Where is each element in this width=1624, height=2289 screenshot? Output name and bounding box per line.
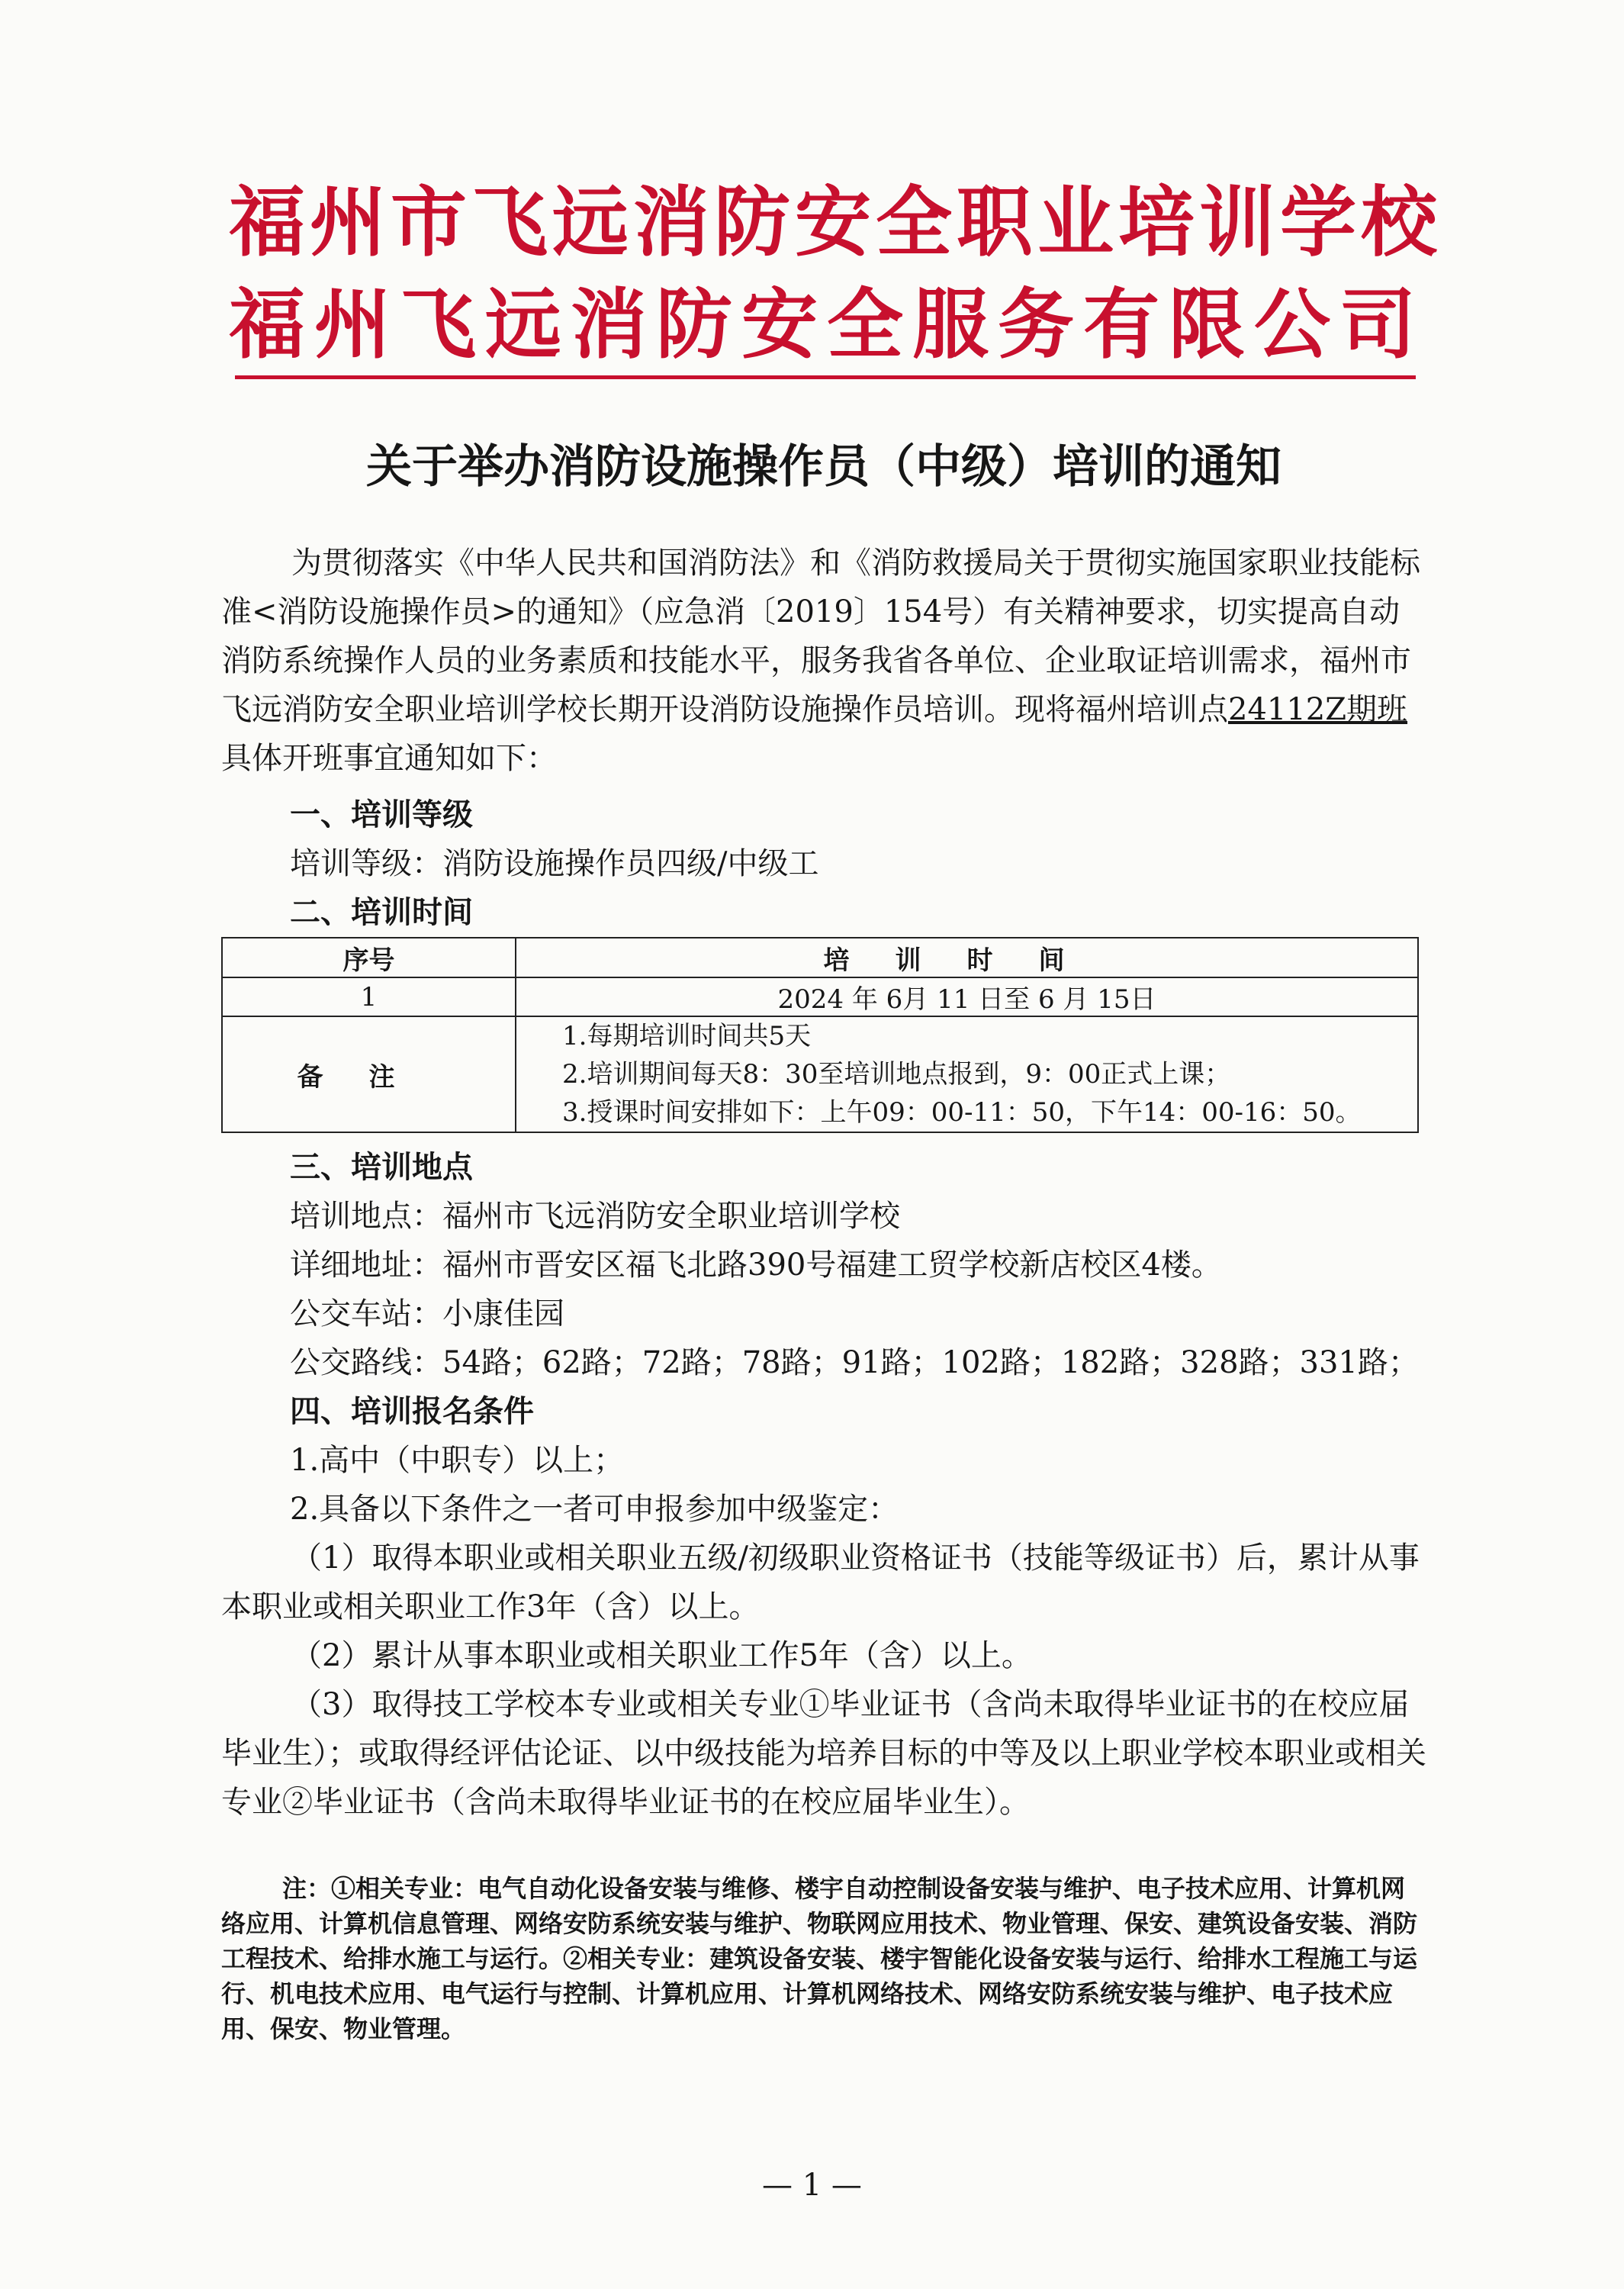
location-bus-routes: 公交路线：54路；62路；72路；78路；91路；102路；182路；328路；331路； xyxy=(290,1345,1419,1380)
letterhead-company-name: 福州飞远消防安全服务有限公司 xyxy=(229,280,1425,369)
note-1: 1.每期培训时间共5天 xyxy=(562,1021,812,1051)
section-heading-conditions: 四、培训报名条件 xyxy=(290,1394,534,1429)
col-header-time: 培训时间 xyxy=(516,938,1418,977)
location-place: 培训地点：福州市飞远消防安全职业培训学校 xyxy=(290,1199,900,1234)
table-row xyxy=(222,977,1418,1016)
location-address: 详细地址：福州市晋安区福飞北路390号福建工贸学校新店校区4楼。 xyxy=(290,1248,1222,1283)
table-notes-row xyxy=(222,1016,1418,1132)
notes-cell xyxy=(516,1016,1418,1132)
condition-item-2: 2.具备以下条件之一者可申报参加中级鉴定： xyxy=(290,1492,899,1527)
notice-title: 关于举办消防设施操作员（中级）培训的通知 xyxy=(366,440,1282,494)
condition-item-1: 1.高中（中职专）以上； xyxy=(290,1443,625,1478)
note-3: 3.授课时间安排如下：上午09：00-11：50，下午14：00-16：50。 xyxy=(562,1097,1362,1128)
notes-label: 备注 xyxy=(222,1016,516,1132)
condition-sub-1: （1）取得本职业或相关职业五级/初级职业资格证书（技能等级证书）后，累计从事本职业或相关职业工作3年（含）以上。 xyxy=(221,1540,1420,1624)
note-2: 2.培训期间每天8：30至培训地点报到，9：00正式上课； xyxy=(562,1059,1231,1090)
row-date: 2024 年 6月 11 日至 6 月 15日 xyxy=(516,977,1418,1016)
letterhead-divider xyxy=(235,375,1416,379)
row-no: 1 xyxy=(222,977,516,1016)
col-header-no: 序号 xyxy=(222,938,516,977)
condition-sub-2: （2）累计从事本职业或相关职业工作5年（含）以上。 xyxy=(291,1638,1032,1673)
class-number: 24112Z期班 xyxy=(1228,692,1408,727)
level-text: 培训等级：消防设施操作员四级/中级工 xyxy=(290,846,819,881)
table-header-row xyxy=(222,938,1418,977)
schedule-table xyxy=(221,937,1419,1133)
condition-sub-3: （3）取得技工学校本专业或相关专业①毕业证书（含尚未取得毕业证书的在校应届毕业生）；或取得经评估论证、以中级技能为培养目标的中等及以上职业学校本职业或相关专业②毕业证书（含尚未取得毕业证书的在校应届毕业生）。 xyxy=(221,1687,1426,1820)
letterhead-school-name: 福州市飞远消防安全职业培训学校 xyxy=(229,178,1442,267)
intro-paragraph: 为贯彻落实《中华人民共和国消防法》和《消防救援局关于贯彻实施国家职业技能标准<消防设施操作员>的通知》（应急消〔2019〕154号）有关精神要求，切实提高自动消防系统操作人员的业务素质和技能水平，服务我省各单位、企业取证培训需求，福州市飞远消防安全职业培训学校长期开设消防设施操作员培训。现将福州培训点24112Z期班具体开班事宜通知如下： xyxy=(221,546,1420,776)
section-heading-time: 二、培训时间 xyxy=(290,895,473,930)
section-heading-location: 三、培训地点 xyxy=(290,1150,473,1185)
footnote: 注：①相关专业：电气自动化设备安装与维修、楼宇自动控制设备安装与维护、电子技术应用、计算机网络应用、计算机信息管理、网络安防系统安装与维护、物联网应用技术、物业管理、保安、建筑设备安装、消防工程技术、给排水施工与运行。②相关专业：建筑设备安装、楼宇智能化设备安装与运行、给排水工程施工与运行、机电技术应用、电气运行与控制、计算机应用、计算机网络技术、网络安防系统安装与维护、电子技术应用、保安、物业管理。 xyxy=(221,1874,1418,2043)
location-bus-stop: 公交车站：小康佳园 xyxy=(290,1296,564,1331)
section-heading-level: 一、培训等级 xyxy=(290,797,473,832)
page-number: — 1 — xyxy=(762,2168,862,2203)
